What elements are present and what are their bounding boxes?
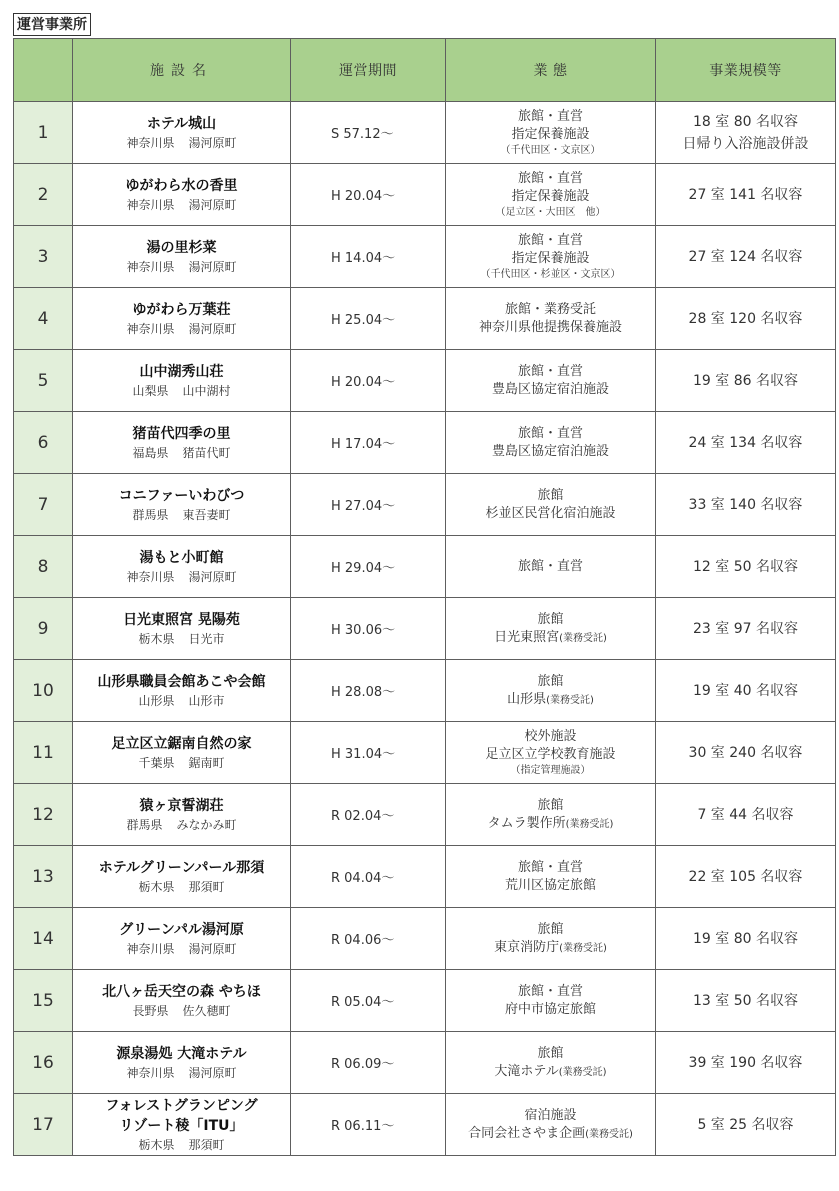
scale-cell (656, 970, 836, 1032)
prefecture: 千葉県 (138, 755, 175, 770)
town: 東吾妻町 (182, 507, 231, 522)
facility-cell (73, 288, 291, 350)
prefecture: 神奈川県 (126, 1065, 175, 1080)
business-type: 旅館・直営 (517, 363, 583, 379)
table-row (14, 102, 836, 164)
business-note: （千代田区・文京区） (500, 144, 601, 156)
business-cell (446, 226, 656, 288)
business-cell (446, 102, 656, 164)
table-row (14, 846, 836, 908)
operating-period: R 05.04～ (331, 995, 395, 1010)
operating-period: R 04.04～ (331, 871, 395, 886)
town: 鋸南町 (188, 755, 225, 770)
operating-period: H 28.08～ (331, 685, 396, 700)
facility-cell (73, 226, 291, 288)
facility-cell (73, 660, 291, 722)
period-cell (291, 102, 446, 164)
room-capacity: 19 室 40 名収容 (693, 682, 798, 699)
operating-period: R 02.04～ (331, 809, 395, 824)
period-cell (291, 908, 446, 970)
facility-location (73, 320, 290, 338)
business-cell (446, 1032, 656, 1094)
facility-cell (73, 784, 291, 846)
business-cell (446, 846, 656, 908)
facility-name: フォレストグランピング (105, 1097, 258, 1114)
period-cell (291, 536, 446, 598)
facility-cell (73, 1094, 291, 1156)
scale-note: 日帰り入浴施設併設 (682, 135, 809, 152)
business-cell (446, 350, 656, 412)
facility-location (73, 692, 290, 710)
business-note: （指定管理施設） (510, 764, 591, 776)
facility-name-line2: リゾート稜「ITU」 (119, 1117, 244, 1134)
room-capacity: 24 室 134 名収容 (688, 434, 803, 451)
row-number: 17 (14, 1094, 73, 1156)
room-capacity: 5 室 25 名収容 (697, 1116, 794, 1133)
scale-cell (656, 102, 836, 164)
facility-cell (73, 474, 291, 536)
facility-location (73, 1136, 290, 1154)
business-cell (446, 784, 656, 846)
facility-cell (73, 536, 291, 598)
prefecture: 群馬県 (126, 817, 163, 832)
room-capacity: 39 室 190 名収容 (688, 1054, 803, 1071)
business-note: (業務受託) (559, 942, 607, 954)
prefecture: 神奈川県 (126, 321, 175, 336)
business-detail: タムラ製作所(業務受託) (487, 815, 614, 831)
town: 湯河原町 (188, 259, 237, 274)
room-capacity: 19 室 80 名収容 (693, 930, 798, 947)
business-type: 校外施設 (524, 728, 577, 744)
business-detail: 日光東照宮(業務受託) (494, 629, 607, 645)
business-note: (業務受託) (558, 1066, 607, 1078)
town: 那須町 (188, 1137, 225, 1152)
facility-name: コニファーいわびつ (118, 487, 245, 504)
operating-period: R 06.11～ (331, 1119, 395, 1134)
operating-period: R 04.06～ (331, 933, 395, 948)
facility-name: 山中湖秀山荘 (139, 363, 224, 380)
business-note: （足立区・大田区 他） (495, 206, 606, 218)
table-row (14, 350, 836, 412)
facility-name: 日光東照宮 晃陽苑 (123, 611, 240, 628)
period-cell (291, 350, 446, 412)
row-number: 16 (14, 1032, 73, 1094)
business-detail: 神奈川県他提携保養施設 (478, 319, 622, 335)
room-capacity: 12 室 50 名収容 (693, 558, 798, 575)
prefecture: 栃木県 (138, 879, 175, 894)
business-type: 旅館・直営 (517, 108, 583, 124)
facility-cell (73, 164, 291, 226)
table-row (14, 1094, 836, 1156)
scale-cell (656, 288, 836, 350)
business-cell (446, 598, 656, 660)
scale-cell (656, 908, 836, 970)
prefecture: 神奈川県 (126, 259, 175, 274)
period-cell (291, 1032, 446, 1094)
room-capacity: 27 室 124 名収容 (688, 248, 803, 265)
table-row (14, 722, 836, 784)
facility-cell (73, 722, 291, 784)
scale-cell (656, 350, 836, 412)
room-capacity: 30 室 240 名収容 (688, 744, 803, 761)
scale-cell (656, 784, 836, 846)
facility-location (73, 196, 290, 214)
facility-location (73, 1064, 290, 1082)
business-type: 旅館 (537, 673, 564, 689)
business-detail: 大滝ホテル(業務受託) (494, 1063, 607, 1079)
scale-cell (656, 164, 836, 226)
room-capacity: 33 室 140 名収容 (688, 496, 803, 513)
row-number: 12 (14, 784, 73, 846)
table-row (14, 784, 836, 846)
business-cell (446, 1094, 656, 1156)
period-cell (291, 846, 446, 908)
prefecture: 神奈川県 (126, 197, 175, 212)
business-type: 旅館 (537, 921, 564, 937)
facility-location (73, 630, 290, 648)
prefecture: 福島県 (132, 445, 169, 460)
row-number: 3 (14, 226, 73, 288)
business-cell (446, 970, 656, 1032)
business-type: 宿泊施設 (524, 1107, 577, 1123)
business-detail: 指定保養施設 (511, 250, 590, 266)
facility-location (73, 568, 290, 586)
scale-cell (656, 474, 836, 536)
period-cell (291, 970, 446, 1032)
room-capacity: 13 室 50 名収容 (693, 992, 798, 1009)
business-type: 旅館・直営 (517, 425, 583, 441)
table-body (14, 102, 836, 1156)
prefecture: 長野県 (132, 1003, 169, 1018)
facility-name: ゆがわら水の香里 (125, 177, 238, 194)
facility-location (73, 878, 290, 896)
town: 湯河原町 (188, 1065, 237, 1080)
business-cell (446, 164, 656, 226)
period-cell (291, 226, 446, 288)
business-type: 旅館・直営 (517, 983, 583, 999)
row-number: 15 (14, 970, 73, 1032)
operating-period: H 17.04～ (331, 437, 396, 452)
facility-name: 猿ヶ京誓湖荘 (139, 797, 224, 814)
town: みなかみ町 (176, 817, 237, 832)
town: 山形市 (188, 693, 225, 708)
prefecture: 神奈川県 (126, 135, 175, 150)
scale-cell (656, 660, 836, 722)
town: 湯河原町 (188, 569, 237, 584)
table-row (14, 164, 836, 226)
facility-location (73, 506, 290, 524)
facility-name: 足立区立鋸南自然の家 (111, 735, 252, 752)
facility-name: 湯もと小町館 (139, 549, 224, 566)
business-cell (446, 536, 656, 598)
facility-cell (73, 598, 291, 660)
scale-cell (656, 536, 836, 598)
business-cell (446, 908, 656, 970)
business-note: (業務受託) (559, 632, 607, 644)
facility-location (73, 754, 290, 772)
row-number: 5 (14, 350, 73, 412)
town: 佐久穂町 (182, 1003, 231, 1018)
row-number: 11 (14, 722, 73, 784)
facility-cell (73, 908, 291, 970)
business-detail: 指定保養施設 (511, 188, 590, 204)
scale-cell (656, 226, 836, 288)
facility-table (13, 38, 836, 1156)
business-detail: 指定保養施設 (511, 126, 590, 142)
row-number: 14 (14, 908, 73, 970)
facility-location (73, 382, 290, 400)
table-row (14, 226, 836, 288)
operating-period: S 57.12～ (331, 127, 394, 142)
header-scale: 事業規模等 (656, 39, 836, 102)
business-type: 旅館・直営 (517, 859, 583, 875)
prefecture: 群馬県 (132, 507, 169, 522)
business-detail: 杉並区民営化宿泊施設 (485, 505, 616, 521)
period-cell (291, 660, 446, 722)
business-note: (業務受託) (546, 694, 594, 706)
business-cell (446, 660, 656, 722)
business-note: （千代田区・杉並区・文京区） (480, 268, 621, 280)
table-row (14, 598, 836, 660)
table-row (14, 288, 836, 350)
table-row (14, 970, 836, 1032)
business-detail: 山形県(業務受託) (507, 691, 594, 707)
table-row (14, 1032, 836, 1094)
business-cell (446, 288, 656, 350)
row-number: 4 (14, 288, 73, 350)
business-type: 旅館 (537, 611, 564, 627)
town: 湯河原町 (188, 197, 237, 212)
prefecture: 神奈川県 (126, 941, 175, 956)
town: 猪苗代町 (182, 445, 231, 460)
facility-cell (73, 1032, 291, 1094)
scale-cell (656, 1032, 836, 1094)
facility-name: 北八ヶ岳天空の森 やちほ (102, 983, 261, 1000)
facility-name: ゆがわら万葉荘 (132, 301, 231, 318)
business-cell (446, 722, 656, 784)
period-cell (291, 474, 446, 536)
header-no (14, 39, 73, 102)
operating-period: H 30.06～ (331, 623, 396, 638)
facility-name: 湯の里杉菜 (146, 239, 217, 256)
header-facility-name: 施設名 (73, 39, 291, 102)
scale-cell (656, 1094, 836, 1156)
facility-cell (73, 846, 291, 908)
header-period: 運営期間 (291, 39, 446, 102)
facility-name: ホテル城山 (146, 115, 217, 132)
scale-cell (656, 722, 836, 784)
business-detail: 豊島区協定宿泊施設 (491, 381, 609, 397)
header-business-type: 業 態 (446, 39, 656, 102)
operating-period: H 31.04～ (331, 747, 396, 762)
room-capacity: 27 室 141 名収容 (688, 186, 803, 203)
business-cell (446, 474, 656, 536)
table-row (14, 536, 836, 598)
business-type: 旅館・直営 (517, 232, 583, 248)
facility-cell (73, 102, 291, 164)
room-capacity: 18 室 80 名収容 (693, 113, 798, 130)
facility-location (73, 940, 290, 958)
facility-name: グリーンパル湯河原 (119, 921, 244, 938)
scale-cell (656, 412, 836, 474)
table-row (14, 660, 836, 722)
business-detail: 豊島区協定宿泊施設 (491, 443, 609, 459)
town: 日光市 (188, 631, 225, 646)
business-type: 旅館 (537, 1045, 564, 1061)
operating-period: H 20.04～ (331, 375, 396, 390)
town: 湯河原町 (188, 321, 237, 336)
facility-location (73, 1002, 290, 1020)
period-cell (291, 722, 446, 784)
operating-period: H 14.04～ (331, 251, 396, 266)
row-number: 6 (14, 412, 73, 474)
row-number: 1 (14, 102, 73, 164)
table-row (14, 474, 836, 536)
table-row (14, 412, 836, 474)
facility-name: 源泉湯処 大滝ホテル (116, 1045, 247, 1062)
operating-period: H 29.04～ (331, 561, 396, 576)
facility-cell (73, 970, 291, 1032)
prefecture: 神奈川県 (126, 569, 175, 584)
facility-location (73, 816, 290, 834)
row-number: 9 (14, 598, 73, 660)
operating-period: H 20.04～ (331, 189, 396, 204)
business-type: 旅館 (537, 797, 564, 813)
row-number: 13 (14, 846, 73, 908)
operating-period: H 25.04～ (331, 313, 396, 328)
town: 湯河原町 (188, 941, 237, 956)
business-note: (業務受託) (565, 818, 614, 830)
town: 那須町 (188, 879, 225, 894)
row-number: 7 (14, 474, 73, 536)
facility-name: ホテルグリーンパール那須 (98, 859, 265, 876)
business-type: 旅館・直営 (517, 170, 583, 186)
row-number: 8 (14, 536, 73, 598)
facility-location (73, 444, 290, 462)
business-note: (業務受託) (585, 1128, 633, 1140)
room-capacity: 28 室 120 名収容 (688, 310, 803, 327)
period-cell (291, 412, 446, 474)
period-cell (291, 288, 446, 350)
operating-period: H 27.04～ (331, 499, 396, 514)
period-cell (291, 1094, 446, 1156)
section-caption: 運営事業所 (13, 13, 91, 36)
row-number: 2 (14, 164, 73, 226)
prefecture: 山形県 (138, 693, 175, 708)
facility-name: 猪苗代四季の里 (132, 425, 231, 442)
table-header-row (14, 39, 836, 102)
business-detail: 東京消防庁(業務受託) (494, 939, 607, 955)
business-detail: 足立区立学校教育施設 (485, 746, 616, 762)
prefecture: 栃木県 (138, 1137, 175, 1152)
room-capacity: 23 室 97 名収容 (693, 620, 798, 637)
business-detail: 合同会社さやま企画(業務受託) (468, 1125, 633, 1141)
facility-location (73, 134, 290, 152)
table-row (14, 908, 836, 970)
period-cell (291, 164, 446, 226)
facility-cell (73, 350, 291, 412)
business-type: 旅館 (537, 487, 564, 503)
town: 山中湖村 (182, 383, 231, 398)
facility-location (73, 258, 290, 276)
business-type: 旅館・直営 (517, 558, 583, 574)
facility-name: 山形県職員会館あこや会館 (97, 673, 266, 690)
room-capacity: 19 室 86 名収容 (693, 372, 798, 389)
row-number: 10 (14, 660, 73, 722)
business-detail: 府中市協定旅館 (504, 1001, 596, 1017)
facility-cell (73, 412, 291, 474)
operating-period: R 06.09～ (331, 1057, 395, 1072)
business-type: 旅館・業務受託 (504, 301, 596, 317)
business-cell (446, 412, 656, 474)
scale-cell (656, 598, 836, 660)
period-cell (291, 598, 446, 660)
scale-cell (656, 846, 836, 908)
town: 湯河原町 (188, 135, 237, 150)
prefecture: 山梨県 (132, 383, 169, 398)
prefecture: 栃木県 (138, 631, 175, 646)
business-detail: 荒川区協定旅館 (504, 877, 596, 893)
period-cell (291, 784, 446, 846)
room-capacity: 22 室 105 名収容 (688, 868, 803, 885)
room-capacity: 7 室 44 名収容 (697, 806, 794, 823)
